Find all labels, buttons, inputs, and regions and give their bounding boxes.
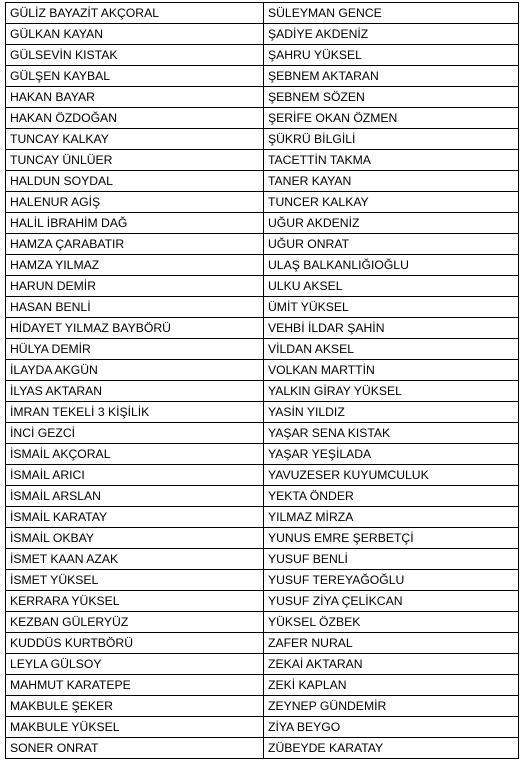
table-row	[6, 66, 519, 87]
table-row	[6, 528, 519, 549]
name-cell-left[interactable]: MAHMUT KARATEPE	[6, 675, 264, 696]
table-row	[6, 423, 519, 444]
name-cell-left[interactable]: HİDAYET YILMAZ BAYBÖRÜ	[6, 318, 264, 339]
table-row	[6, 192, 519, 213]
name-cell-right[interactable]: YEKTA ÖNDER	[264, 486, 519, 507]
name-cell-right[interactable]: ZAFER NURAL	[264, 633, 519, 654]
name-cell-right[interactable]: TACETTİN TAKMA	[264, 150, 519, 171]
name-cell-left[interactable]: İSMET YÜKSEL	[6, 570, 264, 591]
name-cell-right[interactable]: ŞADİYE AKDENİZ	[264, 24, 519, 45]
name-cell-left[interactable]: GÜLİZ BAYAZİT AKÇORAL	[6, 3, 264, 24]
name-cell-right[interactable]: VOLKAN MARTTİN	[264, 360, 519, 381]
table-row	[6, 234, 519, 255]
name-cell-left[interactable]: İMRAN TEKELİ 3 KİŞİLİK	[6, 402, 264, 423]
name-cell-right[interactable]: UĞUR AKDENİZ	[264, 213, 519, 234]
name-cell-right[interactable]: ZÜBEYDE KARATAY	[264, 738, 519, 759]
table-row	[6, 276, 519, 297]
table-row	[6, 717, 519, 738]
name-cell-left[interactable]: İSMAİL ARSLAN	[6, 486, 264, 507]
table-row	[6, 633, 519, 654]
name-cell-right[interactable]: ŞAHRU YÜKSEL	[264, 45, 519, 66]
table-row	[6, 654, 519, 675]
name-cell-right[interactable]: SÜLEYMAN GENCE	[264, 3, 519, 24]
name-cell-left[interactable]: HÜLYA DEMİR	[6, 339, 264, 360]
name-cell-right[interactable]: YAŞAR YEŞİLADA	[264, 444, 519, 465]
name-cell-left[interactable]: SONER ONRAT	[6, 738, 264, 759]
name-cell-left[interactable]: GÜLSEVİN KISTAK	[6, 45, 264, 66]
table-row	[6, 570, 519, 591]
name-cell-right[interactable]: TUNCER KALKAY	[264, 192, 519, 213]
table-row	[6, 297, 519, 318]
name-cell-right[interactable]: YAŞAR SENA KISTAK	[264, 423, 519, 444]
table-row	[6, 486, 519, 507]
name-cell-left[interactable]: TUNCAY ÜNLÜER	[6, 150, 264, 171]
name-cell-right[interactable]: ULKU AKSEL	[264, 276, 519, 297]
name-cell-left[interactable]: TUNCAY KALKAY	[6, 129, 264, 150]
name-cell-left[interactable]: KERRARA YÜKSEL	[6, 591, 264, 612]
name-cell-left[interactable]: KEZBAN GÜLERYÜZ	[6, 612, 264, 633]
table-row	[6, 696, 519, 717]
name-cell-left[interactable]: İSMAİL OKBAY	[6, 528, 264, 549]
table-row	[6, 24, 519, 45]
table-row	[6, 402, 519, 423]
name-cell-left[interactable]: GÜLKAN KAYAN	[6, 24, 264, 45]
name-cell-right[interactable]: ŞERİFE OKAN ÖZMEN	[264, 108, 519, 129]
name-cell-left[interactable]: İNCİ GEZCİ	[6, 423, 264, 444]
name-cell-right[interactable]: ZEKAİ AKTARAN	[264, 654, 519, 675]
table-row	[6, 87, 519, 108]
name-cell-right[interactable]: YUSUF TEREYAĞOĞLU	[264, 570, 519, 591]
name-list-table	[5, 2, 519, 759]
name-cell-right[interactable]: YAVUZESER KUYUMCULUK	[264, 465, 519, 486]
name-cell-right[interactable]: YILMAZ MİRZA	[264, 507, 519, 528]
name-cell-right[interactable]: YUSUF BENLİ	[264, 549, 519, 570]
name-cell-left[interactable]: MAKBULE YÜKSEL	[6, 717, 264, 738]
name-cell-left[interactable]: HAMZA YILMAZ	[6, 255, 264, 276]
name-cell-left[interactable]: İSMAİL ARICI	[6, 465, 264, 486]
name-cell-right[interactable]: YALKIN GİRAY YÜKSEL	[264, 381, 519, 402]
name-cell-left[interactable]: GÜLŞEN KAYBAL	[6, 66, 264, 87]
table-row	[6, 591, 519, 612]
name-cell-left[interactable]: İSMAİL AKÇORAL	[6, 444, 264, 465]
name-cell-right[interactable]: ÜMİT YÜKSEL	[264, 297, 519, 318]
name-cell-right[interactable]: ZİYA BEYGO	[264, 717, 519, 738]
table-row	[6, 675, 519, 696]
table-row	[6, 360, 519, 381]
table-row	[6, 213, 519, 234]
table-row	[6, 255, 519, 276]
name-cell-right[interactable]: TANER KAYAN	[264, 171, 519, 192]
table-row	[6, 549, 519, 570]
name-cell-left[interactable]: İLYAS AKTARAN	[6, 381, 264, 402]
table-row	[6, 150, 519, 171]
name-cell-right[interactable]: ŞEBNEM AKTARAN	[264, 66, 519, 87]
table-row	[6, 612, 519, 633]
table-row	[6, 339, 519, 360]
name-cell-right[interactable]: ŞEBNEM SÖZEN	[264, 87, 519, 108]
name-cell-right[interactable]: YUSUF ZİYA ÇELİKCAN	[264, 591, 519, 612]
name-cell-right[interactable]: YASİN YILDIZ	[264, 402, 519, 423]
table-row	[6, 3, 519, 24]
table-row	[6, 45, 519, 66]
table-row	[6, 171, 519, 192]
name-cell-left[interactable]: LEYLA GÜLSOY	[6, 654, 264, 675]
name-cell-right[interactable]: VİLDAN AKSEL	[264, 339, 519, 360]
table-row	[6, 444, 519, 465]
name-cell-right[interactable]: ZEKİ KAPLAN	[264, 675, 519, 696]
name-cell-left[interactable]: HALENUR AGİŞ	[6, 192, 264, 213]
name-cell-left[interactable]: İSMET KAAN AZAK	[6, 549, 264, 570]
name-cell-left[interactable]: HAMZA ÇARABATIR	[6, 234, 264, 255]
name-cell-left[interactable]: KUDDÜS KURTBÖRÜ	[6, 633, 264, 654]
name-cell-right[interactable]: VEHBİ İLDAR ŞAHİN	[264, 318, 519, 339]
table-row	[6, 507, 519, 528]
name-cell-left[interactable]: HASAN BENLİ	[6, 297, 264, 318]
name-list-body	[6, 3, 519, 759]
name-cell-right[interactable]: ŞÜKRÜ BİLGİLİ	[264, 129, 519, 150]
name-cell-right[interactable]: YÜKSEL ÖZBEK	[264, 612, 519, 633]
name-cell-left[interactable]: HALDUN SOYDAL	[6, 171, 264, 192]
name-cell-left[interactable]: HALİL İBRAHİM DAĞ	[6, 213, 264, 234]
name-cell-left[interactable]: HAKAN ÖZDOĞAN	[6, 108, 264, 129]
name-cell-left[interactable]: MAKBULE ŞEKER	[6, 696, 264, 717]
table-row	[6, 108, 519, 129]
name-cell-left[interactable]: İLAYDA AKGÜN	[6, 360, 264, 381]
name-cell-right[interactable]: ULAŞ BALKANLIĞIOĞLU	[264, 255, 519, 276]
table-row	[6, 129, 519, 150]
name-cell-right[interactable]: ZEYNEP GÜNDEMİR	[264, 696, 519, 717]
name-cell-left[interactable]: HARUN DEMİR	[6, 276, 264, 297]
name-cell-right[interactable]: YUNUS EMRE ŞERBETÇİ	[264, 528, 519, 549]
name-cell-right[interactable]: UĞUR ONRAT	[264, 234, 519, 255]
table-row	[6, 318, 519, 339]
name-cell-left[interactable]: İSMAİL KARATAY	[6, 507, 264, 528]
name-cell-left[interactable]: HAKAN BAYAR	[6, 87, 264, 108]
table-row	[6, 381, 519, 402]
table-row	[6, 738, 519, 759]
table-row	[6, 465, 519, 486]
